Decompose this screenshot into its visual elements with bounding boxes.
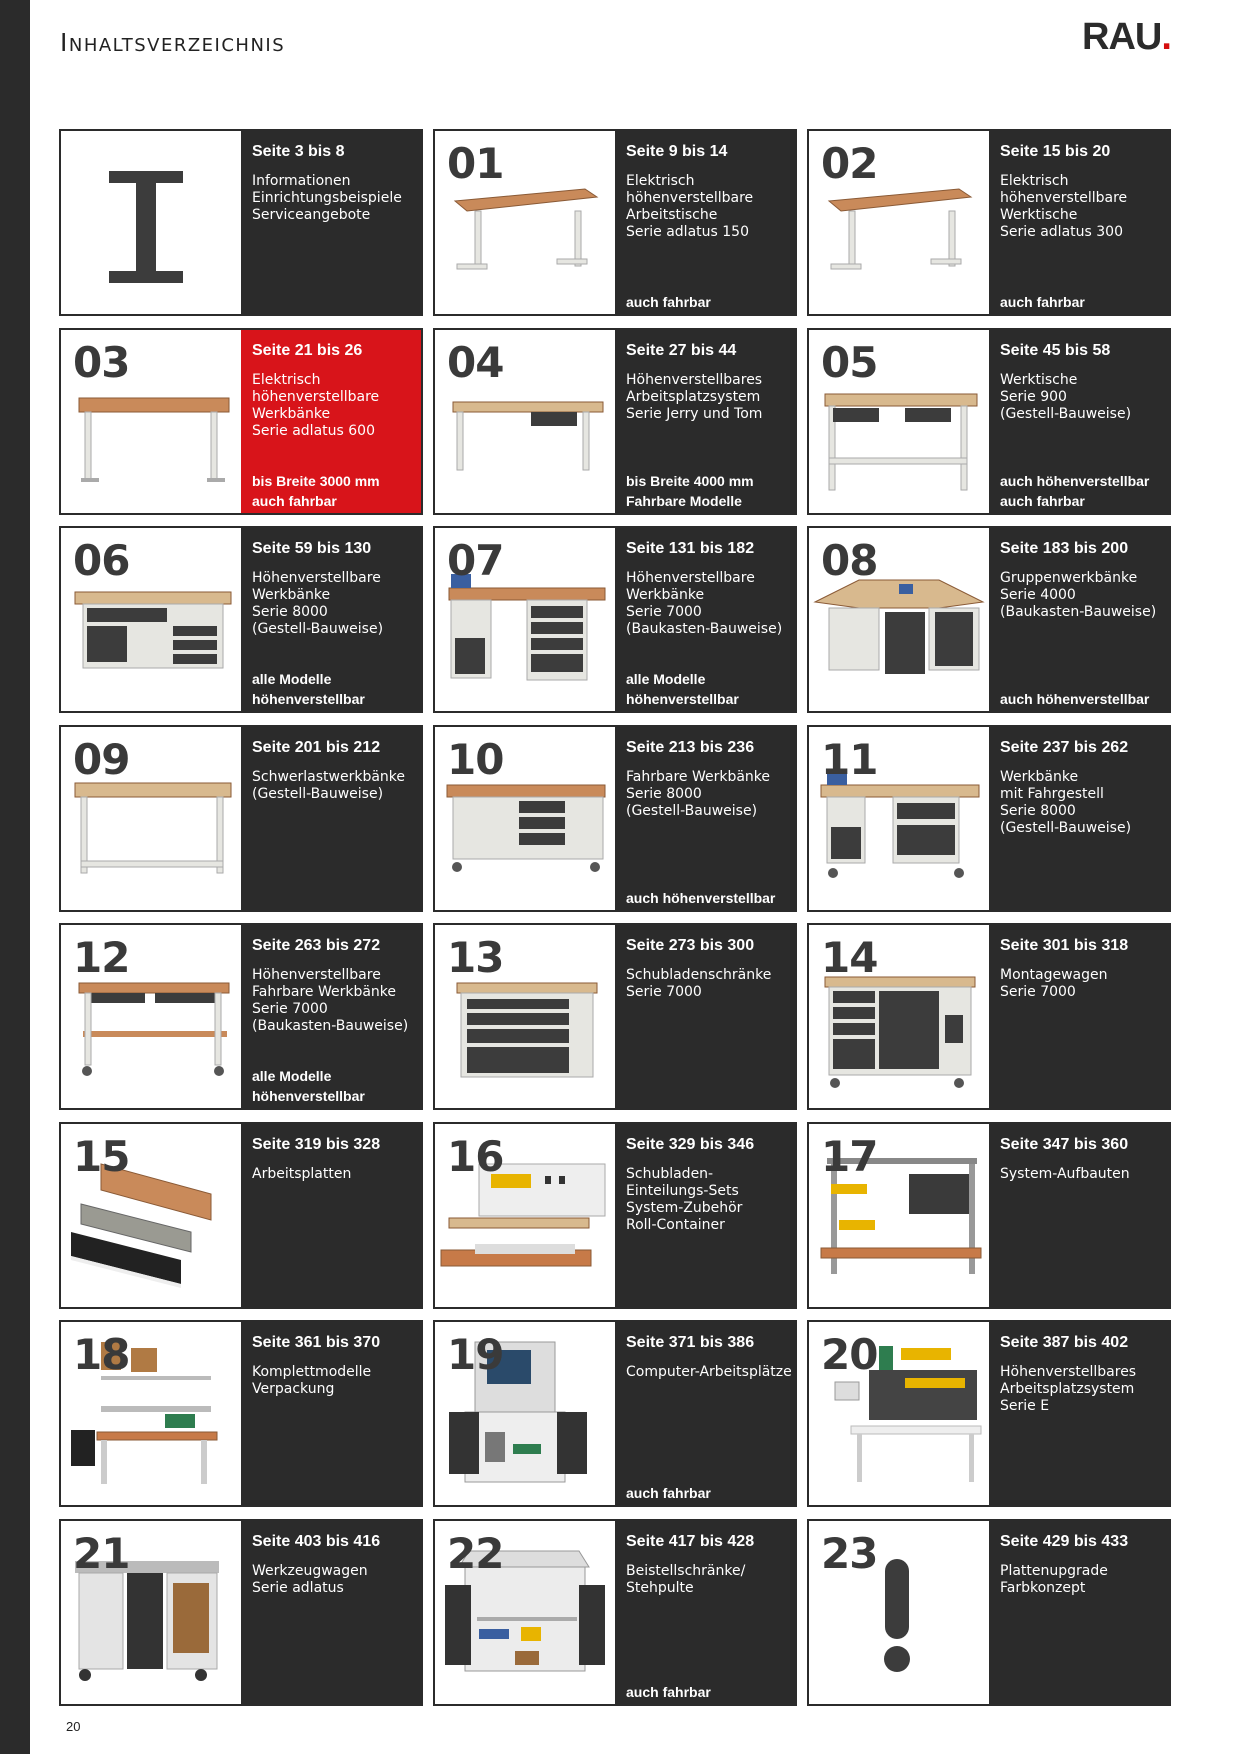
- page-range: Seite 371 bis 386: [626, 1334, 755, 1351]
- chapter-number: 03: [73, 337, 130, 387]
- page-range: Seite 213 bis 236: [626, 738, 755, 756]
- chapter-text-panel: [241, 131, 421, 314]
- page-range: Seite 201 bis 212: [252, 738, 381, 756]
- chapter-number: 17: [821, 1131, 878, 1181]
- chapter-number: 22: [447, 1528, 504, 1578]
- chapter-description: [626, 570, 796, 638]
- chapter-number: 06: [73, 536, 130, 585]
- description-line: System-Zubehör: [626, 1199, 743, 1216]
- chapter-footer-note: [626, 1682, 711, 1702]
- description-line: Plattenupgrade: [1000, 1562, 1108, 1579]
- chapter-text-panel: [241, 1124, 421, 1307]
- description-line: (Baukasten-Bauweise): [626, 621, 783, 637]
- page-range: Seite 9 bis 14: [626, 143, 728, 160]
- chapter-text-panel: [989, 528, 1169, 711]
- description-line: Höhenverstellbare: [626, 570, 755, 586]
- chapter-text-panel: [615, 1521, 795, 1704]
- chapter-number: 09: [73, 734, 130, 784]
- description-line: Computer-Arbeitsplätze: [626, 1364, 792, 1380]
- product-image: [809, 925, 989, 1108]
- description-line: Werktische: [1000, 371, 1078, 388]
- footer-line: bis Breite 4000 mm: [626, 472, 754, 489]
- chapter-footer-note: [1000, 292, 1085, 312]
- description-line: Werkzeugwagen: [252, 1562, 368, 1579]
- page-range: Seite 237 bis 262: [1000, 738, 1129, 756]
- footer-line: höhenverstellbar: [626, 691, 739, 707]
- chapter-text-panel: [615, 1322, 795, 1505]
- footer-line: auch fahrbar: [252, 492, 337, 509]
- chapter-description: [1000, 372, 1170, 423]
- toc-card-06[interactable]: [59, 526, 423, 713]
- description-line: Farbkonzept: [1000, 1579, 1086, 1596]
- description-line: Einteilungs-Sets: [626, 1182, 739, 1199]
- page-range: Seite 361 bis 370: [252, 1334, 381, 1351]
- chapter-description: [1000, 570, 1170, 621]
- description-line: Serie 7000: [1000, 984, 1076, 1000]
- description-line: höhenverstellbare: [1000, 190, 1128, 206]
- chapter-description: [1000, 967, 1170, 1001]
- chapter-number: 15: [73, 1131, 130, 1181]
- page-range: Seite 429 bis 433: [1000, 1532, 1129, 1550]
- description-line: Serie E: [1000, 1398, 1050, 1414]
- product-image: [61, 1322, 241, 1505]
- description-line: Höhenverstellbare: [252, 570, 381, 586]
- description-line: Schwerlastwerkbänke: [252, 768, 406, 785]
- toc-card-07[interactable]: [433, 526, 797, 713]
- toc-card-09[interactable]: [59, 725, 423, 912]
- toc-card-23[interactable]: [807, 1519, 1171, 1706]
- chapter-footer-note: [626, 888, 775, 908]
- toc-card-08[interactable]: [807, 526, 1171, 713]
- chapter-description: [1000, 769, 1170, 837]
- chapter-footer-note: [252, 1066, 365, 1106]
- brand-logo: [1082, 16, 1171, 59]
- chapter-number: 11: [821, 734, 878, 784]
- description-line: Serie 7000: [626, 984, 702, 1000]
- description-line: (Gestell-Bauweise): [626, 802, 758, 819]
- roman-one-icon: [61, 131, 241, 314]
- description-line: Elektrisch: [626, 173, 695, 189]
- description-line: (Gestell-Bauweise): [252, 785, 384, 802]
- footer-line: höhenverstellbar: [252, 691, 365, 707]
- product-image: [809, 131, 989, 314]
- description-line: Stehpulte: [626, 1579, 694, 1596]
- chapter-number: 20: [821, 1330, 878, 1379]
- chapter-footer-note: [626, 669, 739, 709]
- chapter-number: 19: [447, 1330, 504, 1379]
- page-range: Seite 183 bis 200: [1000, 540, 1129, 557]
- product-image: [435, 131, 615, 314]
- chapter-description: [626, 173, 796, 241]
- page-range: Seite 21 bis 26: [252, 341, 363, 359]
- chapter-text-panel: [241, 528, 421, 711]
- toc-card-13[interactable]: [433, 923, 797, 1110]
- description-line: Serie 8000: [1000, 802, 1076, 819]
- chapter-description: [1000, 1364, 1170, 1415]
- description-line: Gruppenwerkbänke: [1000, 570, 1138, 586]
- chapter-text-panel: [989, 131, 1169, 314]
- description-line: Beistellschränke/: [626, 1562, 746, 1579]
- description-line: Serie 8000: [626, 785, 702, 802]
- description-line: Werktische: [1000, 207, 1078, 223]
- description-line: Serie 7000: [252, 1001, 328, 1017]
- chapter-number: 16: [447, 1131, 504, 1181]
- description-line: Arbeitsplatzsystem: [1000, 1381, 1135, 1397]
- product-image: [435, 727, 615, 910]
- chapter-footer-note: [1000, 471, 1149, 511]
- toc-card-16[interactable]: [433, 1122, 797, 1309]
- chapter-description: [626, 769, 796, 820]
- footer-line: alle Modelle: [252, 671, 332, 687]
- footer-line: auch fahrbar: [1000, 294, 1085, 310]
- chapter-description: [626, 372, 796, 423]
- page-range: Seite 273 bis 300: [626, 937, 755, 954]
- page-range: Seite 3 bis 8: [252, 143, 345, 160]
- description-line: Schubladen-: [626, 1165, 714, 1182]
- chapter-text-panel: [241, 330, 421, 513]
- footer-line: auch fahrbar: [1000, 492, 1085, 509]
- description-line: Werkbänke: [252, 405, 331, 422]
- description-line: Komplettmodelle: [252, 1364, 372, 1380]
- toc-card-01[interactable]: [433, 129, 797, 316]
- chapter-text-panel: [241, 1322, 421, 1505]
- description-line: System-Aufbauten: [1000, 1165, 1130, 1182]
- table-of-contents-grid: [59, 129, 1171, 1704]
- product-image: [435, 1322, 615, 1505]
- chapter-number: 18: [73, 1330, 130, 1379]
- page-range: Seite 27 bis 44: [626, 341, 737, 359]
- description-line: Schubladenschränke: [626, 967, 772, 983]
- description-line: (Gestell-Bauweise): [1000, 819, 1132, 836]
- chapter-description: [1000, 1166, 1170, 1183]
- chapter-text-panel: [615, 1124, 795, 1307]
- product-image: [435, 925, 615, 1108]
- page-range: Seite 301 bis 318: [1000, 937, 1129, 954]
- product-image: [435, 1521, 615, 1704]
- chapter-text-panel: [615, 131, 795, 314]
- footer-line: Fahrbare Modelle: [626, 492, 742, 509]
- chapter-text-panel: [989, 330, 1169, 513]
- footer-line: auch höhenverstellbar: [1000, 472, 1150, 489]
- page-range: Seite 347 bis 360: [1000, 1135, 1129, 1153]
- toc-card-22[interactable]: [433, 1519, 797, 1706]
- chapter-footer-note: [252, 669, 365, 709]
- page-number: 20: [66, 1719, 81, 1734]
- footer-line: auch fahrbar: [626, 1683, 711, 1700]
- toc-card-05[interactable]: [807, 328, 1171, 515]
- description-line: Serie 4000: [1000, 587, 1076, 603]
- description-line: Elektrisch: [252, 371, 321, 388]
- description-line: Serie 8000: [252, 604, 328, 620]
- description-line: mit Fahrgestell: [1000, 785, 1104, 802]
- chapter-description: [626, 1563, 796, 1597]
- toc-card-02[interactable]: [807, 129, 1171, 316]
- toc-card-i[interactable]: [59, 129, 423, 316]
- product-image: [809, 528, 989, 711]
- chapter-text-panel: [615, 727, 795, 910]
- chapter-number: 10: [447, 734, 504, 784]
- product-image: [435, 528, 615, 711]
- page-range: Seite 329 bis 346: [626, 1135, 755, 1153]
- description-line: Informationen: [252, 173, 351, 189]
- description-line: Werkbänke: [1000, 768, 1079, 785]
- toc-card-14[interactable]: [807, 923, 1171, 1110]
- chapter-text-panel: [989, 1521, 1169, 1704]
- description-line: Arbeitsplatten: [252, 1165, 352, 1182]
- chapter-description: [626, 967, 796, 1001]
- chapter-text-panel: [989, 925, 1169, 1108]
- footer-line: auch fahrbar: [626, 1485, 711, 1501]
- page-range: Seite 15 bis 20: [1000, 143, 1111, 160]
- description-line: Fahrbare Werkbänke: [626, 768, 771, 785]
- product-image: [435, 1124, 615, 1307]
- chapter-text-panel: [615, 330, 795, 513]
- product-image: [809, 330, 989, 513]
- product-image: [61, 1124, 241, 1307]
- toc-card-18[interactable]: [59, 1320, 423, 1507]
- chapter-text-panel: [241, 727, 421, 910]
- chapter-description: [252, 769, 422, 803]
- chapter-text-panel: [241, 1521, 421, 1704]
- chapter-description: [1000, 1563, 1170, 1597]
- footer-line: alle Modelle: [252, 1068, 332, 1084]
- description-line: Arbeitsplatzsystem: [626, 388, 761, 405]
- toc-card-03[interactable]: [59, 328, 423, 515]
- description-line: Roll-Container: [626, 1216, 725, 1233]
- chapter-description: [252, 570, 422, 638]
- chapter-footer-note: [252, 471, 380, 511]
- description-line: Höhenverstellbare: [252, 967, 381, 983]
- product-image: [61, 528, 241, 711]
- chapter-description: [252, 372, 422, 440]
- chapter-text-panel: [615, 925, 795, 1108]
- chapter-description: [252, 1563, 422, 1597]
- chapter-footer-note: [1000, 689, 1149, 709]
- description-line: Serie adlatus 300: [1000, 224, 1123, 240]
- page-range: Seite 417 bis 428: [626, 1532, 755, 1550]
- product-image: [61, 925, 241, 1108]
- footer-line: bis Breite 3000 mm: [252, 472, 380, 489]
- logo-dot: .: [1161, 16, 1171, 58]
- chapter-footer-note: [626, 1483, 711, 1503]
- chapter-description: [252, 967, 422, 1035]
- chapter-number: 23: [821, 1528, 878, 1578]
- footer-line: auch fahrbar: [626, 294, 711, 310]
- description-line: höhenverstellbare: [626, 190, 754, 206]
- product-image: [61, 330, 241, 513]
- chapter-description: [252, 1364, 422, 1398]
- description-line: Werkbänke: [252, 587, 331, 603]
- description-line: Montagewagen: [1000, 967, 1108, 983]
- page-range: Seite 131 bis 182: [626, 540, 755, 557]
- chapter-number: 07: [447, 536, 504, 585]
- chapter-number: 12: [73, 933, 130, 982]
- chapter-description: [626, 1364, 796, 1381]
- product-image: [809, 1521, 989, 1704]
- description-line: Serie adlatus 600: [252, 422, 375, 439]
- chapter-number: 04: [447, 337, 504, 387]
- toc-card-10[interactable]: [433, 725, 797, 912]
- footer-line: höhenverstellbar: [252, 1088, 365, 1104]
- page-title: Inhaltsverzeichnis: [60, 28, 286, 57]
- description-line: Serie 7000: [626, 604, 702, 620]
- product-image: [809, 727, 989, 910]
- description-line: Serie 900: [1000, 388, 1067, 405]
- chapter-number: 08: [821, 536, 878, 585]
- description-line: Serie adlatus: [252, 1579, 344, 1596]
- description-line: (Gestell-Bauweise): [1000, 405, 1132, 422]
- toc-card-17[interactable]: [807, 1122, 1171, 1309]
- description-line: Höhenverstellbares: [1000, 1364, 1137, 1380]
- product-image: [61, 1521, 241, 1704]
- product-image: [809, 1322, 989, 1505]
- toc-card-12[interactable]: [59, 923, 423, 1110]
- page-range: Seite 387 bis 402: [1000, 1334, 1129, 1351]
- product-image: [809, 1124, 989, 1307]
- chapter-description: [1000, 173, 1170, 241]
- page-range: Seite 45 bis 58: [1000, 341, 1111, 359]
- page-range: Seite 319 bis 328: [252, 1135, 381, 1153]
- chapter-description: [252, 173, 422, 224]
- description-line: Serviceangebote: [252, 207, 371, 223]
- chapter-number: 21: [73, 1528, 130, 1578]
- description-line: Verpackung: [252, 1381, 335, 1397]
- chapter-footer-note: [626, 471, 754, 511]
- chapter-text-panel: [615, 528, 795, 711]
- toc-card-04[interactable]: [433, 328, 797, 515]
- description-line: Fahrbare Werkbänke: [252, 984, 397, 1000]
- product-image: [61, 727, 241, 910]
- toc-card-19[interactable]: [433, 1320, 797, 1507]
- chapter-text-panel: [989, 727, 1169, 910]
- description-line: Elektrisch: [1000, 173, 1069, 189]
- footer-line: auch höhenverstellbar: [626, 889, 776, 906]
- chapter-description: [252, 1166, 422, 1183]
- chapter-number: 01: [447, 139, 504, 188]
- chapter-number: 14: [821, 933, 878, 982]
- description-line: (Baukasten-Bauweise): [1000, 604, 1157, 620]
- chapter-text-panel: [989, 1124, 1169, 1307]
- description-line: (Baukasten-Bauweise): [252, 1018, 409, 1034]
- chapter-text-panel: [989, 1322, 1169, 1505]
- description-line: (Gestell-Bauweise): [252, 621, 384, 637]
- description-line: Einrichtungsbeispiele: [252, 190, 402, 206]
- description-line: Serie Jerry und Tom: [626, 405, 763, 422]
- chapter-text-panel: [241, 925, 421, 1108]
- chapter-number: 02: [821, 139, 878, 188]
- description-line: höhenverstellbare: [252, 388, 380, 405]
- page-range: Seite 59 bis 130: [252, 540, 372, 557]
- footer-line: alle Modelle: [626, 671, 706, 687]
- left-edge-bar: [0, 0, 30, 1754]
- logo-text: RAU: [1082, 16, 1162, 58]
- toc-card-11[interactable]: [807, 725, 1171, 912]
- description-line: Höhenverstellbares: [626, 371, 763, 388]
- chapter-number: 05: [821, 337, 878, 387]
- description-line: Serie adlatus 150: [626, 224, 749, 240]
- chapter-number: 13: [447, 933, 504, 982]
- page-range: Seite 263 bis 272: [252, 937, 381, 954]
- chapter-footer-note: [626, 292, 711, 312]
- product-image: [61, 131, 241, 314]
- toc-card-15[interactable]: [59, 1122, 423, 1309]
- toc-card-20[interactable]: [807, 1320, 1171, 1507]
- chapter-description: [626, 1166, 796, 1234]
- description-line: Arbeitstische: [626, 207, 718, 223]
- footer-line: auch höhenverstellbar: [1000, 691, 1150, 707]
- page-range: Seite 403 bis 416: [252, 1532, 381, 1550]
- description-line: Werkbänke: [626, 587, 705, 603]
- toc-card-21[interactable]: [59, 1519, 423, 1706]
- product-image: [435, 330, 615, 513]
